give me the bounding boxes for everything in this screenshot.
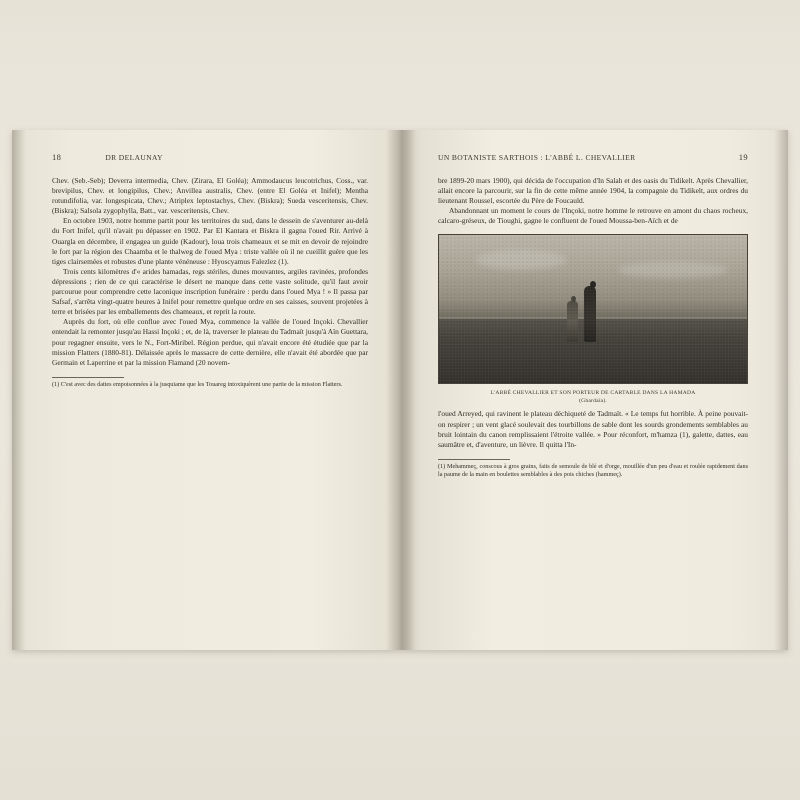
- paragraph: En octobre 1903, notre homme partit pour les territoires du sud, dans le dessein de s'aventurer au-delà du Fort Inifel, qu'il n'avait pu dépasser en 1902. Par El Kantara et Biskra il gagna l'oued Rir. Arrivé à Ouargla en décembre, il engagea un guide (Kadour), loua trois chameaux et se mit en devoir de rejoindre le fort par la région des Chaamba et le thalweg de l'oued Mya : triste vallée où il ne cueillit guère que les tiges clairsemées et robustes d'une plante vénéneuse : Hyoscyamus Falezlez (1).: [52, 216, 368, 266]
- left-folio: 18: [52, 152, 62, 162]
- figure: [438, 234, 748, 405]
- figure-caption: [438, 389, 748, 405]
- paragraph: l'oued Arreyed, qui ravinent le plateau déchiqueté de Tadmaït. « Le temps fut horrible. À peine pouvait-on respirer ; un vent glacé soulevait des tourbillons de sable dont les sourds grondements semblables au bruit lointain du canon remplissaient l'étroite vallée. » Pour réconfort, m'hamza (1), galette, dattes, eau saumâtre et, d'aventure, un lièvre. Il quitta l'In-: [438, 409, 748, 449]
- paragraph: Abandonnant un moment le cours de l'Inçoki, notre homme le retrouve en amont du chaos rocheux, calcaro-gréseux, de Tioughi, gagne le confluent de l'oued Moussa-ben-Aïch et de: [438, 206, 748, 226]
- right-page: [408, 130, 780, 650]
- footnote-rule: [438, 459, 510, 460]
- left-page: [20, 130, 398, 650]
- right-running-head-title: UN BOTANISTE SARTHOIS : L'ABBÉ L. CHEVALLIER: [438, 153, 636, 162]
- photo-grain: [439, 235, 747, 383]
- figure-caption-text: L'ABBÉ CHEVALLIER ET SON PORTEUR DE CARTABLE DANS LA HAMADA: [490, 390, 696, 397]
- left-footnote: [52, 374, 368, 389]
- photograph: [438, 234, 748, 384]
- paragraph: Trois cents kilomètres d'« arides hamadas, regs stériles, dunes mouvantes, argiles ravinées, profondes dépressions ; rien de ce qui caractérise le désert ne manque dans cette vaste solitude, qu'il faut avoir parcourue pour comprendre cette laconique inscription funéraire : perdu dans l'oued Mya ! » Il passa par Safsaf, s'arrêta vingt-quatre heures à Inifel pour remettre quelque ordre en ses caisses, souvent projetées à terre et brisées par les emballements des chameaux, et reprit la route.: [52, 266, 368, 317]
- book-spread: [12, 130, 788, 650]
- right-folio: 19: [738, 152, 748, 162]
- footnote-text: (1) C'est avec des dattes empoisonnées à la jusquiame que les Touareg intoxiquèrent une partie de la mission Flatters.: [52, 380, 343, 388]
- right-running-head: [438, 152, 748, 162]
- left-running-head-title: DR DELAUNAY: [105, 153, 163, 162]
- left-running-head: [52, 152, 368, 162]
- footnote-rule: [52, 377, 124, 378]
- left-column-text: [52, 176, 368, 368]
- paragraph: Auprès du fort, où elle conflue avec l'oued Mya, commence la vallée de l'oued Inçoki. Chevallier entendait la remonter jusqu'au Hassi Inçoki ; et, de là, traverser le plateau du Tadmaït jusqu'à Aïn Guettara, pour regagner ensuite, vers le N., Fort-Miribel. Région perdue, qui n'avait encore été étudiée que par la mission Flatters (1880-81). Délaissée après le massacre de cette dernière, elle n'avait été abordée que par Germain et Laperrine et par la mission Flamand (20 novem-: [52, 317, 369, 367]
- footnote-text: (1) Mehammeç, conscous à gros grains, faits de semoule de blé et d'orge, mouillée d'un peu d'eau et roulée rapidement dans la paume de la main en boulettes semblables à des pois chiches (hammeç).: [438, 462, 748, 479]
- paragraph: bre 1899-20 mars 1900), qui décida de l'occupation d'In Salah et des oasis du Tidikelt. Après Chevallier, allait encore la parcourir, sur la fin de cette même année 1904, la compagnie du Tidikelt, aux ordres du lieutenant Roussel, escortée du Père de Foucauld.: [438, 176, 748, 206]
- right-column-text-top: [438, 176, 748, 226]
- paragraph: Chev. (Seb.-Seb); Deverra intermedia, Chev. (Zirara, El Goléa); Ammodaucus leucotrichus, Coss., var. brevipilus, Chev. et longipilus, Chev.; Anvillea australis, Chev. (entre El Goléa et Inifel); Mentha rotundifolia, var. longespicata, Chev.; Atriplex leptostachys, Chev. (Biskra); Sueda vesceritensis, Chev. (Biskra); Salsola zygophylla, Batt., var. vesceritensis, Chev.: [52, 176, 368, 216]
- right-footnote: [438, 456, 748, 479]
- right-column-text-bottom: [438, 409, 748, 449]
- figure-caption-location: (Ghardaïa).: [579, 398, 607, 405]
